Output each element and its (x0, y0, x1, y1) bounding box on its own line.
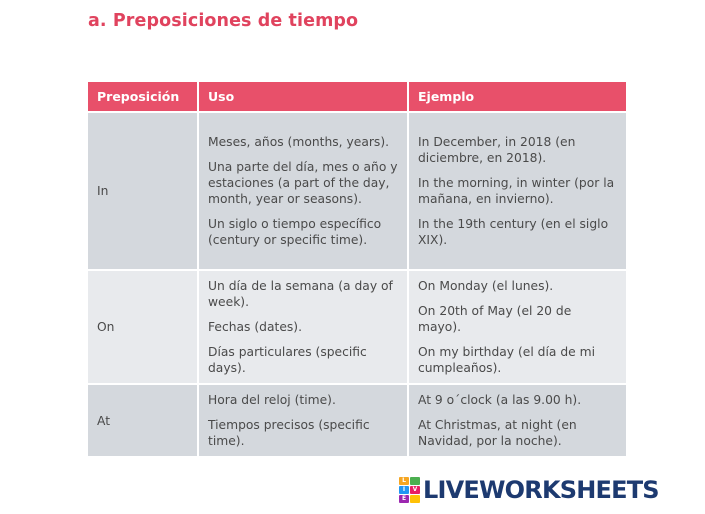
liveworksheets-icon (399, 477, 420, 503)
brand-name: LIVEWORKSHEETS (423, 476, 659, 504)
header-use: Uso (198, 82, 408, 112)
example-item: In the morning, in winter (por la mañana, en invierno). (418, 176, 615, 206)
use-cell (198, 384, 408, 456)
logo-square (410, 477, 420, 485)
example-item: On 20th of May (el 20 de mayo). (418, 304, 572, 334)
example-cell (408, 384, 626, 456)
example-item: On Monday (el lunes). (418, 279, 554, 293)
page-title: a. Preposiciones de tiempo (88, 11, 359, 31)
preposition-cell: On (88, 270, 198, 384)
example-item: At Christmas, at night (en Navidad, por la noche). (418, 418, 577, 448)
use-item: Un día de la semana (a day of week). (208, 279, 393, 309)
example-item: At 9 o´clock (a las 9.00 h). (418, 393, 582, 407)
use-cell (198, 112, 408, 270)
header-preposition: Preposición (88, 82, 198, 112)
use-item: Días particulares (specific days). (208, 345, 367, 375)
use-item: Tiempos precisos (specific time). (208, 418, 370, 448)
example-item: On my birthday (el día de mi cumpleaños). (418, 345, 595, 375)
use-item: Un siglo o tiempo específico (century or specific time). (208, 217, 382, 247)
liveworksheets-logo (399, 476, 659, 504)
table-header-row (88, 82, 626, 112)
table-row (88, 384, 626, 456)
example-cell (408, 270, 626, 384)
prepositions-table (88, 82, 626, 456)
logo-square (410, 495, 420, 503)
example-cell (408, 112, 626, 270)
logo-square: I (399, 486, 409, 494)
use-cell (198, 270, 408, 384)
use-item: Una parte del día, mes o año y estaciones (a part of the day, month, year or seasons). (208, 160, 398, 206)
header-example: Ejemplo (408, 82, 626, 112)
preposition-cell: At (88, 384, 198, 456)
logo-square: L (399, 477, 409, 485)
logo-square: E (399, 495, 409, 503)
table-row (88, 270, 626, 384)
use-item: Meses, años (months, years). (208, 135, 390, 149)
example-item: In December, in 2018 (en diciembre, en 2018). (418, 135, 576, 165)
use-item: Hora del reloj (time). (208, 393, 336, 407)
table-row (88, 112, 626, 270)
preposition-cell: In (88, 112, 198, 270)
logo-square: V (410, 486, 420, 494)
example-item: In the 19th century (en el siglo XIX). (418, 217, 609, 247)
use-item: Fechas (dates). (208, 320, 303, 334)
